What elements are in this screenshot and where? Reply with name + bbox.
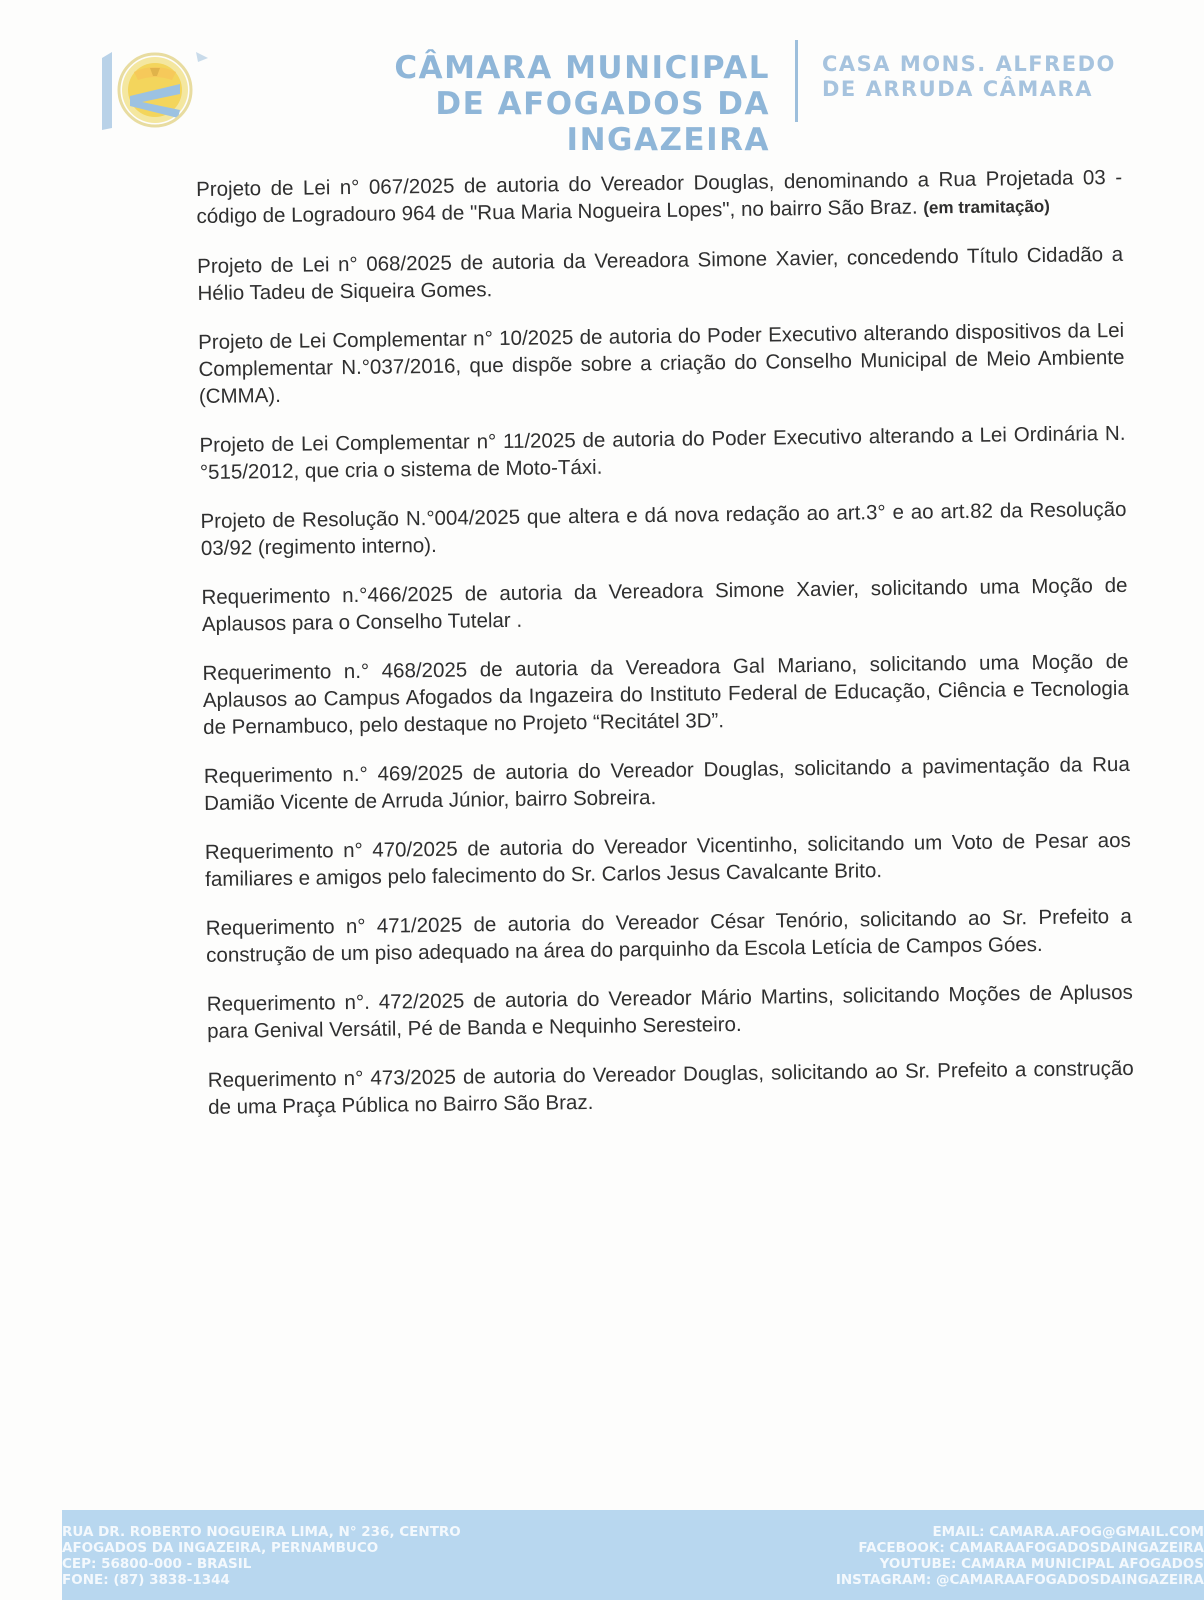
footer-cep: CEP: 56800-000 - BRASIL (62, 1556, 252, 1572)
agenda-list (196, 164, 1135, 1143)
agenda-item: Requerimento n° 471/2025 de autoria do Vereador César Tenório, solicitando ao Sr. Prefeito a construção de um piso adequado na área do parquinho da Escola Letícia de Campos Góes. (205, 904, 1132, 967)
agenda-item (196, 164, 1123, 231)
agenda-item: Projeto de Lei n° 068/2025 de autoria da Vereadora Simone Xavier, concedendo Título Cidadão a Hélio Tadeu de Siqueira Gomes. (197, 242, 1124, 305)
house-name-line2: DE ARRUDA CÂMARA (822, 77, 1093, 101)
agenda-item: Projeto de Lei Complementar n° 10/2025 de autoria do Poder Executivo alterando dispositivos da Lei Complementar N.°037/2016, que dispõe sobre a criação do Conselho Municipal de Meio Ambiente (CMMA). (198, 318, 1125, 408)
footer-youtube: YOUTUBE: CAMARA MUNICIPAL AFOGADOS (879, 1556, 1204, 1572)
agenda-item-text: Projeto de Lei n° 067/2025 de autoria do Vereador Douglas, denominando a Rua Projetada 03 - código de Logradouro 964 de "Rua Maria Nogueira Lopes", no bairro São Braz. (196, 165, 1123, 228)
agenda-item: Projeto de Resolução N.°004/2025 que altera e dá nova redação ao art.3° e ao art.82 da Resolução 03/92 (regimento interno). (200, 497, 1127, 560)
footer-phone: FONE: (87) 3838-1344 (62, 1572, 230, 1588)
footer-contacts (836, 1524, 1204, 1588)
agenda-item: Requerimento n.° 469/2025 de autoria do Vereador Douglas, solicitando a pavimentação da Rua Damião Vicente de Arruda Júnior, bairro Sobreira. (203, 752, 1130, 815)
footer-address (62, 1524, 461, 1588)
agenda-item: Projeto de Lei Complementar n° 11/2025 de autoria do Poder Executivo alterando a Lei Ordinária N.°515/2012, que cria o sistema de Moto-Táxi. (199, 421, 1126, 484)
agenda-item: Requerimento n° 473/2025 de autoria do Vereador Douglas, solicitando ao Sr. Prefeito a construção de uma Praça Pública no Bairro São Braz. (207, 1056, 1134, 1119)
chamber-title-line1: CÂMARA MUNICIPAL (394, 50, 770, 86)
house-name (822, 52, 1152, 102)
footer-email: EMAIL: CAMARA.AFOG@GMAIL.COM (932, 1524, 1204, 1540)
agenda-item: Requerimento n° 470/2025 de autoria do Vereador Vicentinho, solicitando um Voto de Pesar aos familiares e amigos pelo falecimento do Sr. Carlos Jesus Cavalcante Brito. (204, 828, 1131, 891)
header-divider (795, 40, 798, 122)
footer-address-line2: AFOGADOS DA INGAZEIRA, PERNAMBUCO (62, 1540, 379, 1556)
agenda-item: Requerimento n.° 468/2025 de autoria da Vereadora Gal Mariano, solicitando uma Moção de Aplausos ao Campus Afogados da Ingazeira do Instituto Federal de Educação, Ciência e Tecnologia de Pernambuco, pelo destaque no Projeto “Recitátel 3D”. (202, 649, 1129, 739)
chamber-title-line2: DE AFOGADOS DA INGAZEIRA (435, 86, 770, 158)
house-name-line1: CASA MONS. ALFREDO (822, 52, 1116, 76)
footer-address-line1: RUA DR. ROBERTO NOGUEIRA LIMA, N° 236, CENTRO (62, 1524, 461, 1540)
agenda-item: Requerimento n.°466/2025 de autoria da Vereadora Simone Xavier, solicitando uma Moção de Aplausos para o Conselho Tutelar . (201, 573, 1128, 636)
footer-bar (62, 1510, 1204, 1600)
status-label: (em tramitação) (923, 196, 1051, 218)
footer-facebook: FACEBOOK: CAMARAAFOGADOSDAINGAZEIRA (858, 1540, 1204, 1556)
agenda-item: Requerimento n°. 472/2025 de autoria do Vereador Mário Martins, solicitando Moções de Aplusos para Genival Versátil, Pé de Banda e Nequinho Seresteiro. (206, 980, 1133, 1043)
letterhead (0, 0, 1204, 158)
footer-instagram: INSTAGRAM: @CAMARAAFOGADOSDAINGAZEIRA (835, 1572, 1204, 1588)
chamber-title (230, 50, 770, 158)
camara-emblem-icon (100, 46, 210, 136)
